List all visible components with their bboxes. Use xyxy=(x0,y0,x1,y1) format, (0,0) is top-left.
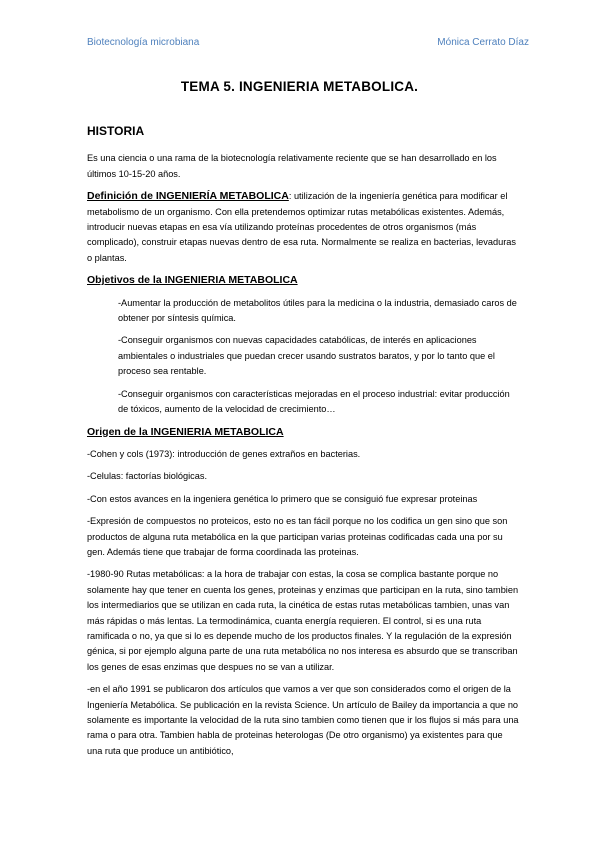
page-header xyxy=(87,37,529,51)
objetivo-item: -Conseguir organismos con nuevas capacidades catabólicas, de interés en aplicaciones ambientales o industriales que puedan crecer usando sustratos baratos, y por lo tanto que el proceso sea rentable. xyxy=(118,335,495,377)
origen-item: -1980-90 Rutas metabólicas: a la hora de trabajar con estas, la cosa se complica bastante porque no solamente hay que tener en cuenta los genes, proteinas y enzimas que participan en la ruta, sino tambien los intermediarios que se utilizan en cada ruta, la cinética de estas rutas metabólicas tambien, unas van más rápidas o más lentas. La termodinámica, cuanta energía requieren. El control, si es una ruta ramificada o no, ya que si lo es depende mucho de los productos finales. Y la regulación de la expresión génica, si por ejemplo alguna parte de una ruta metabólica no nos interesa es absurdo que se transcriban los genes de esas enzimas que despues no se van a utilizar. xyxy=(87,569,519,672)
historia-heading: HISTORIA xyxy=(87,124,145,138)
header-course: Biotecnología microbiana xyxy=(87,37,200,48)
origen-item: -Celulas: factorías biológicas. xyxy=(87,471,208,482)
origen-heading: Origen de la INGENIERIA METABOLICA xyxy=(87,425,284,438)
header-author: Mónica Cerrato Díaz xyxy=(437,37,529,48)
objetivos-heading: Objetivos de la INGENIERIA METABOLICA xyxy=(87,274,298,287)
document-title: TEMA 5. INGENIERIA METABOLICA. xyxy=(180,79,419,94)
objetivo-item: -Aumentar la producción de metabolitos útiles para la medicina o la industria, demasiado caros de obtener por síntesis química. xyxy=(118,297,517,324)
definicion-heading: Definición de INGENIERÍA METABOLICA xyxy=(87,190,289,203)
origen-item: -Con estos avances en la ingeniera genética lo primero que se consiguió fue expresar proteinas xyxy=(87,493,478,504)
origen-item: -Expresión de compuestos no proteicos, esto no es tan fácil porque no los codifica un gen sino que son productos de alguna ruta metabólica en la que participan varias proteinas codificadas cada una por su gen. Además tiene que trabajar de forma coordinada las proteinas. xyxy=(87,516,508,557)
objetivo-item: -Conseguir organismos con características mejoradas en el proceso industrial: evitar producción de tóxicos, aumento de la velocidad de crecimiento… xyxy=(118,388,510,415)
historia-paragraph: Es una ciencia o una rama de la biotecnología relativamente reciente que se han desarrollado en los últimos 10-15-20 años. xyxy=(87,153,497,179)
origen-item: -Cohen y cols (1973): introducción de genes extraños en bacterias. xyxy=(87,448,361,459)
definicion-paragraph xyxy=(87,189,519,266)
definicion-text: : utilización de la ingeniería genética para modificar el metabolismo de un organismo. Con ella pretendemos optimizar rutas metabólicas existentes. Además, introducir nuevas etapas en esa vía utilizando proteínas procedentes de otros organismos (más complicado), construir etapas nuevas dentro de esa ruta. Normalmente se realiza en bacterias, levaduras o plantas. xyxy=(87,191,516,263)
origen-item: -en el año 1991 se publicaron dos artículos que vamos a ver que son considerados como el origen de la Ingeniería Metabólica. Se publicación en la revista Science. Un artículo de Bailey da importancia a que no solamente es importante la velocidad de la ruta sino tambien como tienen que ir los flujos si más para una rama o para otra. Tambien habla de proteinas heterologas (De otro organismo) ya existentes para que una ruta que produce un antibiótico, xyxy=(87,684,519,756)
document-body xyxy=(87,124,519,766)
